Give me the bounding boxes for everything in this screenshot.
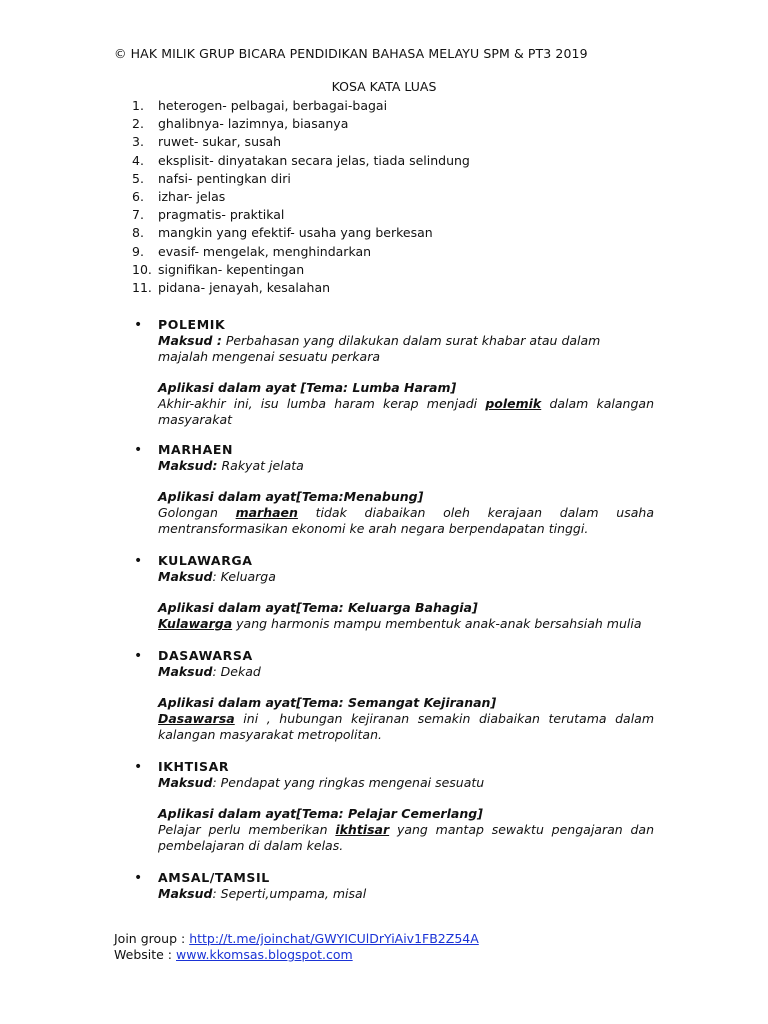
item-text: mangkin yang efektif- usaha yang berkesan <box>158 225 433 241</box>
meaning-label: Maksud <box>158 569 213 584</box>
item-number: 6. <box>132 188 144 204</box>
item-number: 7. <box>132 207 144 223</box>
list-item <box>132 115 470 133</box>
entry-polemik <box>134 317 654 428</box>
sentence-after: yang harmonis mampu membentuk anak-anak bersahsiah mulia <box>236 616 642 631</box>
copyright-header: © HAK MILIK GRUP BICARA PENDIDIKAN BAHASA MELAYU SPM & PT3 2019 <box>114 46 588 61</box>
entry-term: AMSAL/TAMSIL <box>158 870 270 885</box>
list-item <box>132 188 470 206</box>
sentence-after: tidak diabaikan oleh kerajaan dalam usaha mentransformasikan ekonomi ke arah negara berpendapatan tinggi. <box>158 505 654 536</box>
meaning-text: Perbahasan yang dilakukan dalam surat khabar atau dalam majalah mengenai sesuatu perkara <box>158 333 601 364</box>
entry-ikhtisar <box>134 759 654 854</box>
bullet-icon: • <box>134 648 143 664</box>
keyword: Kulawarga <box>158 616 233 631</box>
list-item <box>132 261 470 279</box>
application-heading: Aplikasi dalam ayat [Tema: Lumba Haram] <box>158 380 457 395</box>
meaning-text: Rakyat jelata <box>221 458 304 473</box>
list-item <box>132 133 470 151</box>
item-number: 2. <box>132 116 144 132</box>
sentence-after: yang mantap sewaktu pengajaran dan pembelajaran di dalam kelas. <box>158 822 654 853</box>
meaning-label: Maksud: <box>158 458 218 473</box>
item-number: 4. <box>132 152 144 168</box>
entry-meaning <box>158 458 654 474</box>
item-text: izhar- jelas <box>158 188 226 204</box>
bullet-icon: • <box>134 317 143 333</box>
entry-term: KULAWARGA <box>158 553 253 568</box>
list-item <box>132 152 470 170</box>
sentence-after: dalam kalangan masyarakat <box>158 396 654 427</box>
example-sentence <box>158 396 654 428</box>
application-heading: Aplikasi dalam ayat[Tema: Pelajar Cemerlang] <box>158 806 483 821</box>
item-number: 1. <box>132 98 144 113</box>
vocab-list <box>132 97 470 297</box>
entry-meaning <box>158 333 654 365</box>
sentence-before: Pelajar perlu memberikan <box>158 822 328 837</box>
meaning-text: : Seperti,umpama, misal <box>212 886 367 901</box>
entry-kulawarga <box>134 553 654 632</box>
item-number: 10. <box>132 261 152 277</box>
entry-meaning <box>158 886 654 902</box>
item-text: eksplisit- dinyatakan secara jelas, tiada selindung <box>158 152 470 168</box>
section-title: KOSA KATA LUAS <box>331 79 437 94</box>
bullet-icon: • <box>134 553 143 569</box>
list-item <box>132 97 470 115</box>
example-sentence <box>158 822 654 854</box>
meaning-label: Maksud <box>158 775 213 790</box>
list-item <box>132 224 470 242</box>
entry-term: IKHTISAR <box>158 759 230 774</box>
item-number: 5. <box>132 170 144 186</box>
item-number: 8. <box>132 225 144 241</box>
join-group-label: Join group : <box>114 931 186 946</box>
entry-marhaen <box>134 442 654 537</box>
entry-amsal-tamsil <box>134 870 654 902</box>
keyword: marhaen <box>235 505 298 520</box>
entry-term: DASAWARSA <box>158 648 253 663</box>
list-item <box>132 243 470 261</box>
entry-meaning <box>158 569 654 585</box>
example-sentence <box>158 711 654 743</box>
keyword: polemik <box>485 396 542 411</box>
sentence-after: ini , hubungan kejiranan semakin diabaikan terutama dalam kalangan masyarakat metropolitan. <box>158 711 654 742</box>
example-sentence <box>158 616 654 632</box>
entry-meaning <box>158 775 654 791</box>
item-number: 9. <box>132 243 144 259</box>
join-group-line <box>114 931 479 947</box>
list-item <box>132 206 470 224</box>
entry-dasawarsa <box>134 648 654 743</box>
application-heading: Aplikasi dalam ayat[Tema: Semangat Kejiranan] <box>158 695 497 710</box>
item-text: pragmatis- praktikal <box>158 207 285 223</box>
sentence-before: Golongan <box>158 505 218 520</box>
application-heading: Aplikasi dalam ayat[Tema:Menabung] <box>158 489 424 504</box>
keyword: Dasawarsa <box>158 711 235 726</box>
meaning-text: : Dekad <box>212 664 261 679</box>
example-sentence <box>158 505 654 537</box>
item-text: signifikan- kepentingan <box>158 261 305 277</box>
entry-meaning <box>158 664 654 680</box>
meaning-text: : Pendapat yang ringkas mengenai sesuatu <box>212 775 485 790</box>
website-label: Website : <box>114 947 173 962</box>
sentence-before: Akhir-akhir ini, isu lumba haram kerap menjadi <box>158 396 478 411</box>
list-item <box>132 170 470 188</box>
meaning-label: Maksud <box>158 664 213 679</box>
item-text: pidana- jenayah, kesalahan <box>158 279 331 295</box>
website-line <box>114 947 353 963</box>
bullet-icon: • <box>134 759 143 775</box>
meaning-label: Maksud <box>158 886 213 901</box>
join-group-link[interactable]: http://t.me/joinchat/GWYICUlDrYiAiv1FB2Z54A <box>189 931 479 946</box>
item-number: 3. <box>132 134 144 150</box>
entry-term: POLEMIK <box>158 317 226 332</box>
entry-term: MARHAEN <box>158 442 234 457</box>
application-heading: Aplikasi dalam ayat[Tema: Keluarga Bahagia] <box>158 600 478 615</box>
item-text: evasif- mengelak, menghindarkan <box>158 243 372 259</box>
item-text: ruwet- sukar, susah <box>158 134 282 150</box>
website-link[interactable]: www.kkomsas.blogspot.com <box>176 947 353 962</box>
list-item <box>132 279 470 297</box>
item-text: ghalibnya- lazimnya, biasanya <box>158 116 349 132</box>
bullet-icon: • <box>134 442 143 458</box>
meaning-label: Maksud : <box>158 333 222 348</box>
item-text: heterogen- pelbagai, berbagai-bagai <box>158 98 388 113</box>
item-number: 11. <box>132 279 152 295</box>
keyword: ikhtisar <box>335 822 390 837</box>
meaning-text: : Keluarga <box>212 569 276 584</box>
bullet-icon: • <box>134 870 143 886</box>
item-text: nafsi- pentingkan diri <box>158 170 291 186</box>
